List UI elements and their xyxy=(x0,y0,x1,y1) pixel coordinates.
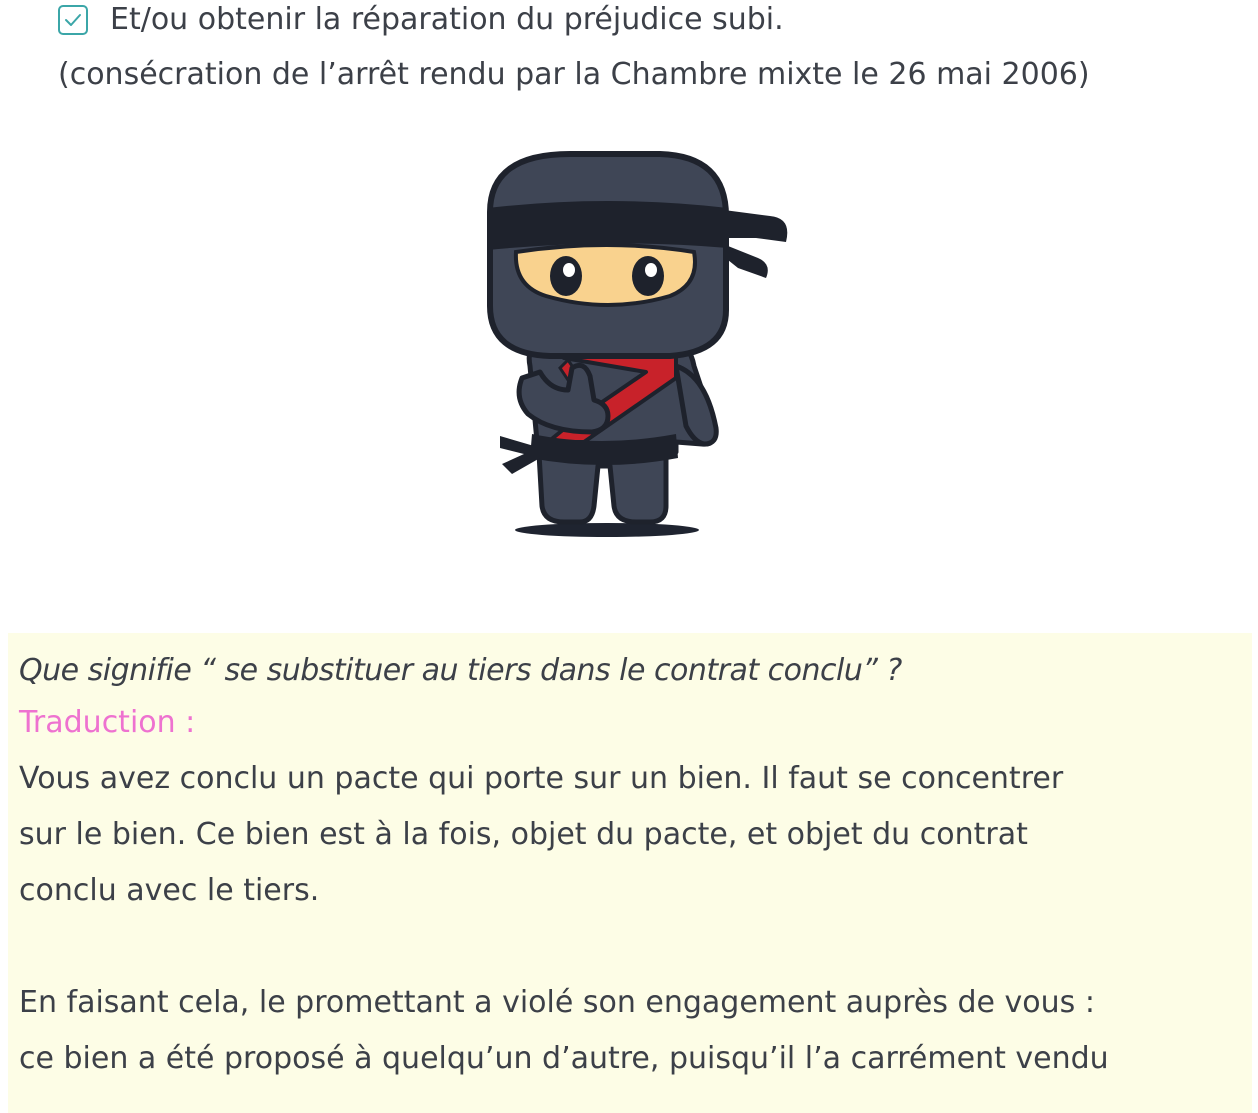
checklist-item xyxy=(58,0,784,40)
traduction-label: Traduction : xyxy=(19,705,196,740)
checked-checkbox-icon[interactable] xyxy=(58,5,88,35)
callout-question: Que signifie “ se substituer au tiers dans le contrat conclu” ? xyxy=(19,653,902,688)
translation-callout xyxy=(8,633,1252,1113)
checklist-item-text: Et/ou obtenir la réparation du préjudice subi. xyxy=(110,2,784,37)
consecration-note: (consécration de l’arrêt rendu par la Chambre mixte le 26 mai 2006) xyxy=(58,57,1090,92)
callout-paragraph-1: Vous avez conclu un pacte qui porte sur un bien. Il faut se concentrer sur le bien. Ce bien est à la fois, objet du pacte, et objet du contrat conclu avec le tiers. xyxy=(19,761,1064,908)
callout-paragraph-2: En faisant cela, le promettant a violé son engagement auprès de vous : ce bien a été proposé à quelqu’un d’autre, puisqu’il l’a carrément vendu xyxy=(19,985,1109,1076)
ninja-mascot-icon xyxy=(480,146,800,546)
paragraph-spacer xyxy=(19,919,1244,975)
